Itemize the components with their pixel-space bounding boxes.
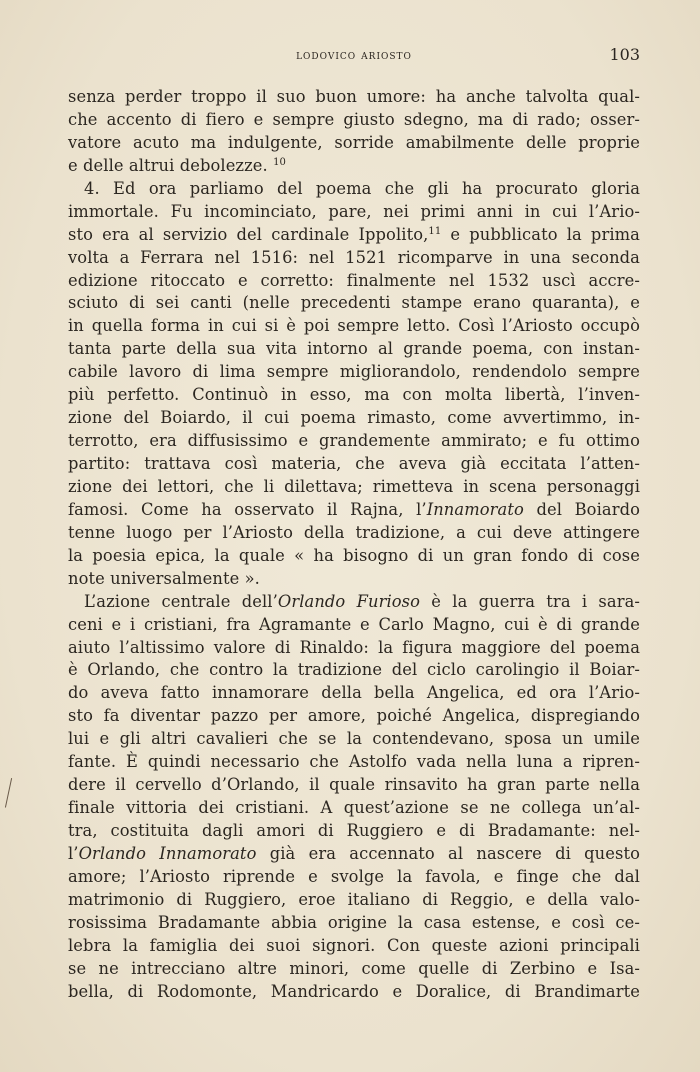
text-run: tra, costituita dagli amori di Ruggiero e di Bradamante: nel- — [68, 821, 640, 840]
text-line — [68, 155, 640, 178]
text-run: tenne luogo per l’Ariosto della tradizione, a cui deve attingere — [68, 522, 640, 542]
text-line — [68, 224, 640, 247]
text-run: aiuto l’altissimo valore di Rinaldo: la figura maggiore del poema — [68, 637, 640, 657]
text-line — [68, 109, 640, 132]
text-run: ceni e i cristiani, fra Agramante e Carlo Magno, cui è di grande — [68, 614, 640, 634]
text-run: matrimonio di Ruggiero, eroe italiano di Reggio, e della valo- — [68, 889, 640, 909]
text-line — [68, 384, 640, 407]
text-line — [68, 499, 640, 522]
text-line — [68, 797, 640, 820]
text-run: finale vittoria dei cristiani. A quest’azione se ne collega un’al- — [68, 798, 640, 818]
text-line — [68, 820, 640, 843]
text-line — [68, 453, 640, 476]
text-run: partito: trattava così materia, che aveva già eccitata l’atten- — [68, 454, 640, 473]
running-head — [68, 47, 640, 67]
text-run: e delle altrui debolezze. — [68, 155, 274, 175]
text-run: senza perder troppo il suo buon umore: ha anche talvolta qual- — [68, 87, 640, 106]
text-line — [68, 866, 640, 889]
text-line — [68, 912, 640, 935]
italic-title: Orlando Furioso — [277, 591, 421, 611]
text-run: del Boiardo — [523, 499, 640, 519]
footnote-ref: 10 — [273, 156, 287, 168]
text-line — [68, 958, 640, 981]
text-line — [68, 705, 640, 728]
text-line — [68, 407, 640, 430]
text-line — [68, 522, 640, 545]
text-run: che accento di fiero e sempre giusto sdegno, ma di rado; osser- — [68, 109, 640, 129]
text-run: già era accennato al nascere di questo — [256, 843, 640, 863]
text-line — [68, 545, 640, 568]
text-run: terrotto, era diffusissimo e grandemente ammirato; e fu ottimo — [68, 431, 640, 451]
italic-title: Innamorato — [426, 499, 524, 519]
body-text — [68, 86, 640, 1004]
text-line — [68, 591, 640, 614]
text-run: famosi. Come ha osservato il Rajna, l’ — [68, 499, 427, 519]
text-run: fante. È quindi necessario che Astolfo vada nella luna a ripren- — [68, 752, 640, 772]
text-run: lebra la famiglia dei suoi signori. Con queste azioni principali — [68, 935, 640, 955]
text-run: la poesia epica, la quale « ha bisogno di un gran fondo di cose — [68, 545, 640, 565]
text-line — [68, 637, 640, 660]
italic-title: Orlando Innamorato — [78, 843, 257, 863]
text-run: l’ — [68, 843, 79, 863]
text-line — [68, 430, 640, 453]
text-run: volta a Ferrara nel 1516: nel 1521 ricomparve in una seconda — [68, 247, 640, 267]
text-line — [68, 614, 640, 637]
text-run: zione del Boiardo, il cui poema rimasto, come avvertimmo, in- — [68, 408, 640, 428]
text-line — [68, 476, 640, 499]
footnote-ref: 11 — [428, 225, 442, 237]
text-run: se ne intrecciano altre minori, come quelle di Zerbino e Isa- — [68, 958, 640, 978]
text-line — [68, 728, 640, 751]
text-line — [68, 981, 640, 1004]
text-run: tanta parte della sua vita intorno al grande poema, con instan- — [68, 339, 640, 359]
text-line — [68, 682, 640, 705]
text-line — [68, 178, 640, 201]
text-run: zione dei lettori, che li dilettava; rimetteva in scena personaggi — [68, 476, 640, 496]
text-run: sto fa diventar pazzo per amore, poiché Angelica, dispregiando — [68, 706, 640, 726]
text-run: amore; l’Ariosto riprende e svolge la favola, e finge che dal — [68, 866, 640, 886]
running-title: lodovico ariosto — [296, 47, 412, 62]
text-run: bella, di Rodomonte, Mandricardo e Doralice, di Brandimarte — [68, 981, 640, 1001]
text-line — [68, 247, 640, 270]
text-run: edizione ritoccato e corretto: finalmente nel 1532 uscì accre- — [68, 270, 640, 290]
text-run: vatore acuto ma indulgente, sorride amabilmente delle proprie — [68, 132, 640, 152]
text-run: lui e gli altri cavalieri che se la contendevano, sposa un umile — [68, 729, 640, 749]
text-line — [68, 201, 640, 224]
text-run: immortale. Fu incominciato, pare, nei primi anni in cui l’Ario- — [68, 201, 640, 221]
text-line — [68, 659, 640, 682]
text-line — [68, 889, 640, 912]
text-run: do aveva fatto innamorare della bella Angelica, ed ora l’Ario- — [68, 683, 640, 703]
text-run: cabile lavoro di lima sempre migliorandolo, rendendolo sempre — [68, 362, 640, 382]
text-line — [68, 843, 640, 866]
text-line — [68, 774, 640, 797]
text-run: sto era al servizio del cardinale Ippolito, — [68, 224, 429, 244]
text-run: L’azione centrale dell’ — [84, 591, 278, 611]
text-run: è Orlando, che contro la tradizione del ciclo carolingio il Boiar- — [68, 660, 640, 680]
text-run: è la guerra tra i sara- — [420, 591, 640, 611]
text-run: e pubblicato la prima — [441, 224, 640, 244]
text-run: in quella forma in cui si è poi sempre letto. Così l’Ariosto occupò — [68, 316, 640, 336]
text-run: più perfetto. Continuò in esso, ma con molta libertà, l’inven- — [68, 385, 640, 405]
text-run: rosissima Bradamante abbia origine la casa estense, e così ce- — [68, 912, 640, 932]
margin-pencil-mark — [5, 778, 14, 808]
text-line — [68, 86, 640, 109]
text-line — [68, 132, 640, 155]
text-line — [68, 292, 640, 315]
text-run: 4. Ed ora parliamo del poema che gli ha procurato gloria — [84, 178, 640, 198]
text-line — [68, 751, 640, 774]
text-run: sciuto di sei canti (nelle precedenti stampe erano quaranta), e — [68, 293, 640, 313]
text-run: note universalmente ». — [68, 568, 260, 588]
text-run: dere il cervello d’Orlando, il quale rinsavito ha gran parte nella — [68, 775, 640, 795]
text-line — [68, 935, 640, 958]
text-line — [68, 568, 640, 591]
page-number: 103 — [609, 45, 640, 64]
text-line — [68, 338, 640, 361]
text-line — [68, 315, 640, 338]
text-line — [68, 270, 640, 293]
text-line — [68, 361, 640, 384]
